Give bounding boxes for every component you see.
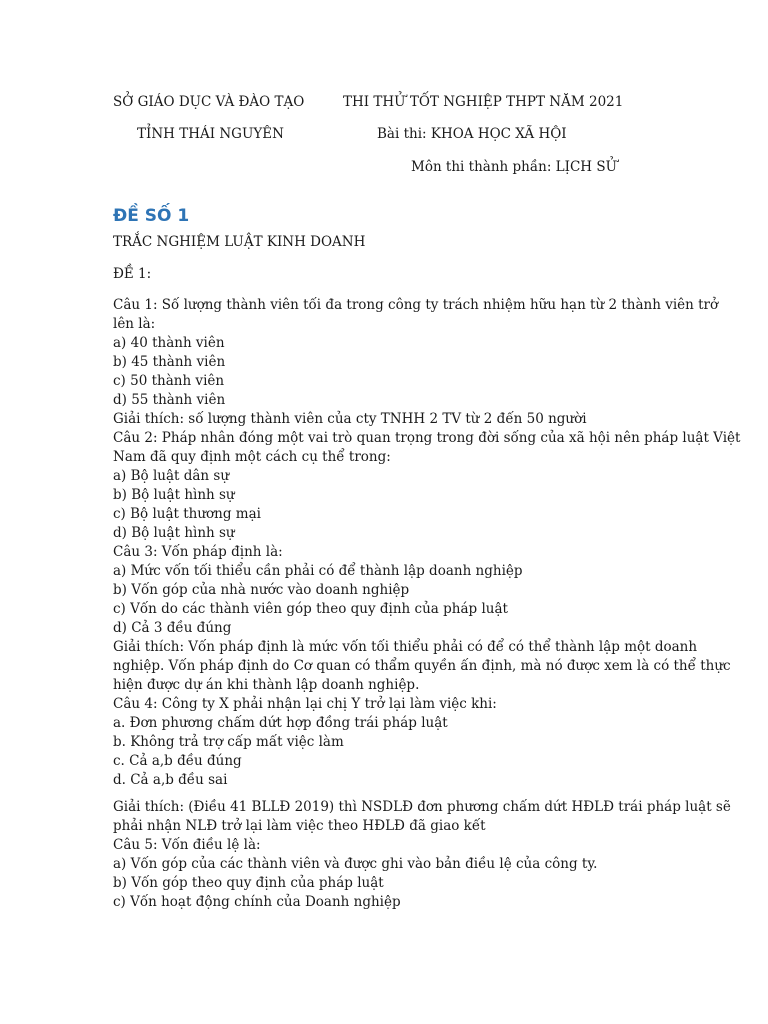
text-line: c. Cả a,b đều đúng xyxy=(113,753,242,769)
document-subtitle: TRẮC NGHIỆM LUẬT KINH DOANH xyxy=(113,234,366,250)
paragraph-gap xyxy=(113,790,673,798)
text-line: d. Cả a,b đều sai xyxy=(113,772,228,788)
text-line: a) 40 thành viên xyxy=(113,335,225,351)
text-line: hiện được dự án khi thành lập doanh nghiệp. xyxy=(113,677,420,693)
text-line: d) Bộ luật hình sự xyxy=(113,525,235,541)
text-line: phải nhận NLĐ trở lại làm việc theo HĐLĐ đã giao kết xyxy=(113,818,486,834)
text-line: Giải thích: (Điều 41 BLLĐ 2019) thì NSDLĐ đơn phương chấm dứt HĐLĐ trái pháp luật sẽ xyxy=(113,799,731,815)
text-line: c) Bộ luật thương mại xyxy=(113,506,261,522)
text-line: a) Vốn góp của các thành viên và được ghi vào bản điều lệ của công ty. xyxy=(113,856,598,872)
header-exam-title: THI THỬ TỐT NGHIỆP THPT NĂM 2021 xyxy=(343,94,624,110)
text-line: nghiệp. Vốn pháp định do Cơ quan có thẩm quyền ấn định, mà nó được xem là có thể thực xyxy=(113,658,731,674)
text-line: lên là: xyxy=(113,316,156,332)
text-line: Câu 1: Số lượng thành viên tối đa trong công ty trách nhiệm hữu hạn từ 2 thành viên trở xyxy=(113,297,719,313)
text-line: Nam đã quy định một cách cụ thể trong: xyxy=(113,449,391,465)
text-line: Giải thích: số lượng thành viên của cty TNHH 2 TV từ 2 đến 50 người xyxy=(113,411,587,427)
header-department: SỞ GIÁO DỤC VÀ ĐÀO TẠO xyxy=(113,94,305,110)
text-line: c) Vốn hoạt động chính của Doanh nghiệp xyxy=(113,894,401,910)
text-line: Giải thích: Vốn pháp định là mức vốn tối thiểu phải có để có thể thành lập một doanh xyxy=(113,639,698,655)
text-line: c) Vốn do các thành viên góp theo quy định của pháp luật xyxy=(113,601,508,617)
text-line: a) Bộ luật dân sự xyxy=(113,468,230,484)
section-heading: ĐỀ SỐ 1 xyxy=(113,206,190,226)
text-line: b) Bộ luật hình sự xyxy=(113,487,235,503)
text-line: Câu 2: Pháp nhân đóng một vai trò quan trọng trong đời sống của xã hội nên pháp luật Việt xyxy=(113,430,741,446)
text-line: d) Cả 3 đều đúng xyxy=(113,620,232,636)
header-province: TỈNH THÁI NGUYÊN xyxy=(137,126,284,142)
header-component-subject: Môn thi thành phần: LỊCH SỬ xyxy=(411,159,617,175)
text-line: b) Vốn góp của nhà nước vào doanh nghiệp xyxy=(113,582,410,598)
text-line: Câu 5: Vốn điều lệ là: xyxy=(113,837,261,853)
text-line: a) Mức vốn tối thiểu cần phải có để thành lập doanh nghiệp xyxy=(113,563,523,579)
question-list xyxy=(113,296,741,912)
header-exam-subject: Bài thi: KHOA HỌC XÃ HỘI xyxy=(377,126,567,142)
text-line: b) 45 thành viên xyxy=(113,354,226,370)
text-line: b. Không trả trợ cấp mất việc làm xyxy=(113,734,344,750)
text-line: c) 50 thành viên xyxy=(113,373,225,389)
text-line: Câu 4: Công ty X phải nhận lại chị Y trở lại làm việc khi: xyxy=(113,696,497,712)
exam-label: ĐỀ 1: xyxy=(113,266,152,282)
text-line: a. Đơn phương chấm dứt hợp đồng trái pháp luật xyxy=(113,715,448,731)
text-line: d) 55 thành viên xyxy=(113,392,226,408)
text-line: b) Vốn góp theo quy định của pháp luật xyxy=(113,875,384,891)
text-line: Câu 3: Vốn pháp định là: xyxy=(113,544,283,560)
